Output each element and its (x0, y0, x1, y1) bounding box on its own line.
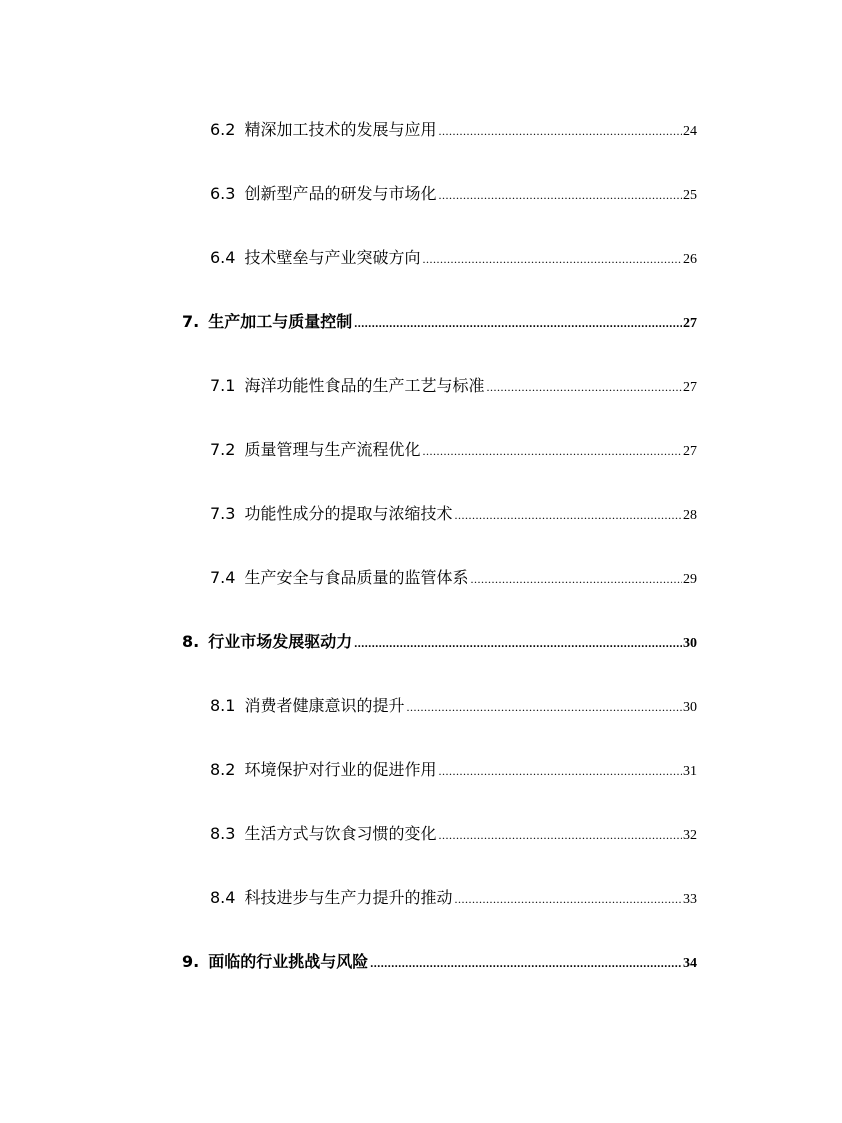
toc-entry-7-4[interactable] (210, 564, 697, 592)
toc-page-number: 34 (683, 956, 697, 971)
toc-page-number: 27 (683, 316, 697, 331)
toc-chapter-title: 行业市场发展驱动力 (208, 632, 353, 651)
toc-entry-title: 生产安全与食品质量的监管体系 (244, 568, 469, 587)
toc-entry-7-2[interactable] (210, 436, 697, 464)
toc-dot-leader (438, 757, 682, 785)
toc-entry-6-4[interactable] (210, 244, 697, 272)
toc-entry-number: 7.2 (210, 440, 236, 459)
toc-dot-leader (470, 565, 682, 593)
toc-page-number: 31 (683, 764, 697, 779)
toc-entry-number: 7.4 (210, 568, 236, 587)
toc-dot-leader (370, 949, 682, 977)
toc-chapter-title: 面临的行业挑战与风险 (208, 952, 369, 971)
toc-dot-leader (438, 821, 682, 849)
toc-chapter-number: 8. (182, 632, 200, 651)
toc-entry-title: 海洋功能性食品的生产工艺与标准 (244, 376, 485, 395)
toc-dot-leader (486, 373, 682, 401)
toc-page-number: 29 (683, 572, 697, 587)
toc-entry-number: 7.3 (210, 504, 236, 523)
toc-chapter-8[interactable] (182, 628, 697, 656)
toc-dot-leader (406, 693, 682, 721)
toc-entry-number: 8.1 (210, 696, 236, 715)
toc-entry-title: 环境保护对行业的促进作用 (244, 760, 437, 779)
toc-page-number: 28 (683, 508, 697, 523)
toc-entry-number: 6.2 (210, 120, 236, 139)
toc-entry-title: 功能性成分的提取与浓缩技术 (244, 504, 453, 523)
toc-dot-leader (422, 245, 682, 273)
toc-page-number: 27 (683, 380, 697, 395)
toc-entry-number: 8.4 (210, 888, 236, 907)
toc-entry-8-2[interactable] (210, 756, 697, 784)
toc-entry-title: 科技进步与生产力提升的推动 (244, 888, 453, 907)
toc-entry-8-1[interactable] (210, 692, 697, 720)
toc-page-number: 30 (683, 636, 697, 651)
toc-entry-title: 精深加工技术的发展与应用 (244, 120, 437, 139)
toc-entry-8-3[interactable] (210, 820, 697, 848)
toc-entry-title: 创新型产品的研发与市场化 (244, 184, 437, 203)
toc-page-number: 33 (683, 892, 697, 907)
toc-chapter-number: 7. (182, 312, 200, 331)
toc-page-number: 25 (683, 188, 697, 203)
toc-entry-8-4[interactable] (210, 884, 697, 912)
toc-page-number: 24 (683, 124, 697, 139)
toc-page-number: 27 (683, 444, 697, 459)
toc-chapter-number: 9. (182, 952, 200, 971)
toc-entry-6-2[interactable] (210, 116, 697, 144)
toc-page-number: 30 (683, 700, 697, 715)
toc-page-number: 32 (683, 828, 697, 843)
toc-entry-title: 质量管理与生产流程优化 (244, 440, 421, 459)
toc-dot-leader (454, 501, 682, 529)
toc-entry-title: 技术壁垒与产业突破方向 (244, 248, 421, 267)
toc-dot-leader (438, 181, 682, 209)
toc-entry-7-1[interactable] (210, 372, 697, 400)
toc-dot-leader (438, 117, 682, 145)
toc-dot-leader (422, 437, 682, 465)
toc-page-number: 26 (683, 252, 697, 267)
toc-dot-leader (454, 885, 682, 913)
toc-entry-number: 8.2 (210, 760, 236, 779)
toc-chapter-title: 生产加工与质量控制 (208, 312, 353, 331)
toc-entry-number: 7.1 (210, 376, 236, 395)
toc-chapter-9[interactable] (182, 948, 697, 976)
toc-entry-6-3[interactable] (210, 180, 697, 208)
toc-entry-number: 8.3 (210, 824, 236, 843)
toc-dot-leader (354, 309, 682, 337)
toc-chapter-7[interactable] (182, 308, 697, 336)
toc-entry-number: 6.4 (210, 248, 236, 267)
toc-entry-number: 6.3 (210, 184, 236, 203)
toc-dot-leader (354, 629, 682, 657)
toc-entry-title: 消费者健康意识的提升 (244, 696, 405, 715)
toc-entry-7-3[interactable] (210, 500, 697, 528)
toc-entry-title: 生活方式与饮食习惯的变化 (244, 824, 437, 843)
